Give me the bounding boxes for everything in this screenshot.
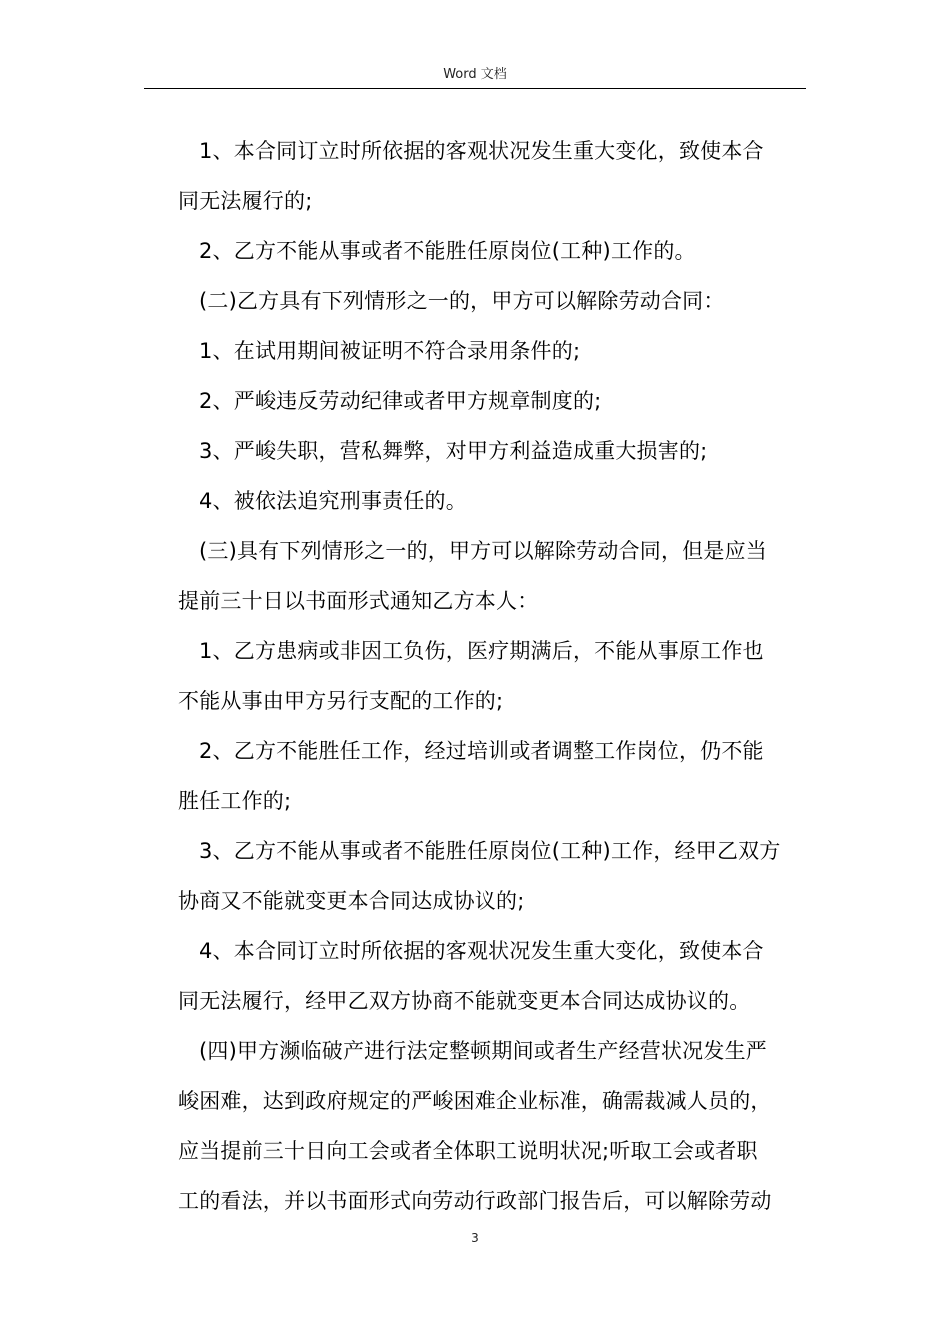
paragraph-line: 协商又不能就变更本合同达成协议的; [178,889,525,913]
paragraph-line: 同无法履行的; [178,189,313,213]
paragraph-line: 工的看法，并以书面形式向劳动行政部门报告后，可以解除劳动 [178,1189,772,1213]
paragraph-line: 2、严峻违反劳动纪律或者甲方规章制度的; [199,389,602,413]
paragraph-line: 3、乙方不能从事或者不能胜任原岗位(工种)工作，经甲乙双方 [199,839,781,863]
paragraph-line: 提前三十日以书面形式通知乙方本人： [178,589,539,613]
paragraph-line: 3、严峻失职，营私舞弊，对甲方利益造成重大损害的; [199,439,708,463]
document-body [178,126,798,1226]
paragraph-line: 1、乙方患病或非因工负伤，医疗期满后，不能从事原工作也 [199,639,764,663]
paragraph-line: (四)甲方濒临破产进行法定整顿期间或者生产经营状况发生严 [199,1039,767,1063]
paragraph-line: 4、被依法追究刑事责任的。 [199,489,467,513]
paragraph-line: (三)具有下列情形之一的，甲方可以解除劳动合同，但是应当 [199,539,767,563]
document-header-title: Word 文档 [443,67,507,82]
paragraph-line: 胜任工作的; [178,789,292,813]
paragraph-line: 不能从事由甲方另行支配的工作的; [178,689,504,713]
paragraph-line: 1、本合同订立时所依据的客观状况发生重大变化，致使本合 [199,139,764,163]
paragraph-line: 2、乙方不能胜任工作，经过培训或者调整工作岗位，仍不能 [199,739,764,763]
header-divider [144,88,806,89]
paragraph-line: 2、乙方不能从事或者不能胜任原岗位(工种)工作的。 [199,239,696,263]
paragraph-line: 峻困难，达到政府规定的严峻困难企业标准，确需裁减人员的， [178,1089,772,1113]
paragraph-line: 4、本合同订立时所依据的客观状况发生重大变化，致使本合 [199,939,764,963]
page-number: 3 [471,1231,479,1245]
paragraph-line: 1、在试用期间被证明不符合录用条件的; [199,339,581,363]
paragraph-line: (二)乙方具有下列情形之一的，甲方可以解除劳动合同： [199,289,725,313]
paragraph-line: 同无法履行，经甲乙双方协商不能就变更本合同达成协议的。 [178,989,751,1013]
paragraph-line: 应当提前三十日向工会或者全体职工说明状况;听取工会或者职 [178,1139,758,1163]
